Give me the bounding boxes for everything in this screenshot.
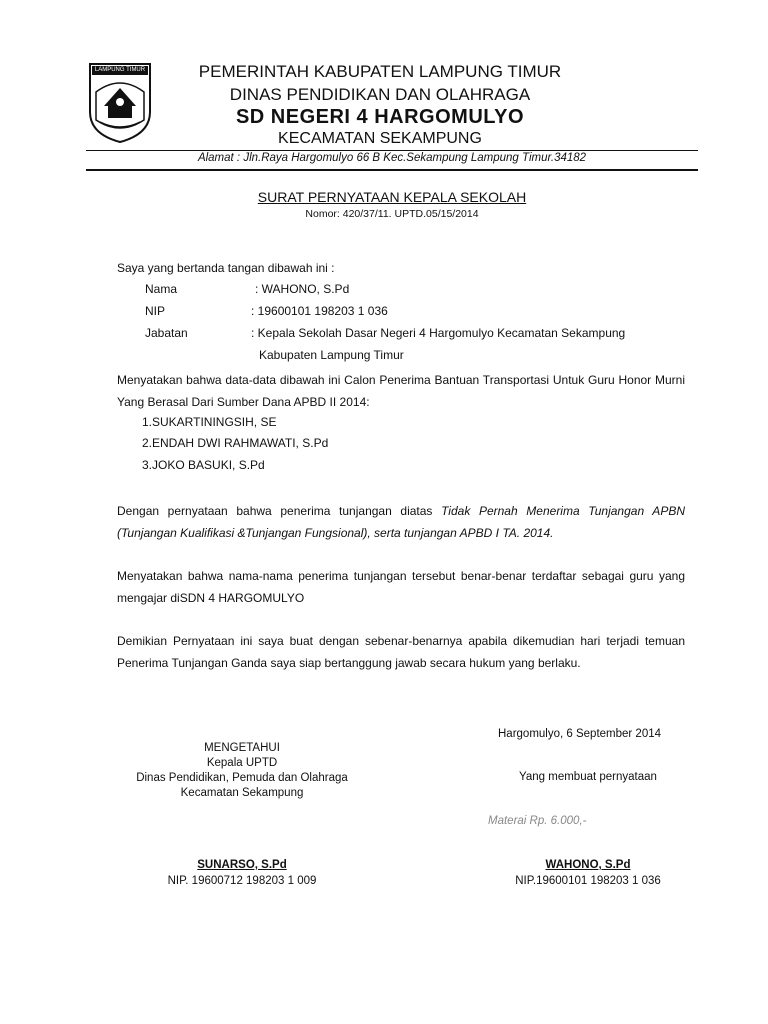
stamp-duty-note: Materai Rp. 6.000,- xyxy=(488,815,587,827)
place-date: Hargomulyo, 6 September 2014 xyxy=(498,728,662,740)
left-sig-line-2: Kepala UPTD xyxy=(206,757,278,769)
registration-paragraph: Menyatakan bahwa nama-nama penerima tunjangan tersebut benar-benar terdaftar sebagai guru yang mengajar diSDN 4 HARGOMULYO xyxy=(117,569,685,605)
left-sig-line-4: Kecamatan Sekampung xyxy=(180,787,304,799)
letterhead-rule-top xyxy=(86,150,698,151)
letterhead-government: PEMERINTAH KABUPATEN LAMPUNG TIMUR xyxy=(198,62,562,81)
letterhead-department: DINAS PENDIDIKAN DAN OLAHRAGA xyxy=(229,85,531,104)
right-signer-nip: NIP.19600101 198203 1 036 xyxy=(515,875,661,887)
document-number: Nomor: 420/37/11. UPTD.05/15/2014 xyxy=(305,208,479,220)
field-value-name: : WAHONO, S.Pd xyxy=(255,282,350,296)
letterhead-rule-bottom xyxy=(86,169,698,171)
allowance-text: Dengan pernyataan bahwa penerima tunjangan diatas xyxy=(117,504,442,518)
field-value-position: : Kepala Sekolah Dasar Negeri 4 Hargomulyo Kecamatan Sekampung xyxy=(251,326,626,340)
left-sig-line-1: MENGETAHUI xyxy=(204,742,280,754)
document-title: SURAT PERNYATAAN KEPALA SEKOLAH xyxy=(257,189,527,205)
field-value-position-cont: Kabupaten Lampung Timur xyxy=(259,348,404,362)
letterhead-school: SD NEGERI 4 HARGOMULYO xyxy=(235,106,525,128)
intro-text: Saya yang bertanda tangan dibawah ini : xyxy=(117,261,335,275)
statement-paragraph: Menyatakan bahwa data-data dibawah ini Calon Penerima Bantuan Transportasi Untuk Guru Honor Murni Yang Berasal Dari Sumber Dana APBD II 2014: xyxy=(117,373,685,409)
left-sig-line-3: Dinas Pendidikan, Pemuda dan Olahraga xyxy=(136,772,348,784)
right-sig-line-1: Yang membuat pernyataan xyxy=(519,771,657,783)
field-label-position: Jabatan xyxy=(145,326,188,340)
recipient-item-1: 1.SUKARTININGSIH, SE xyxy=(142,415,277,429)
left-signer-nip: NIP. 19600712 198203 1 009 xyxy=(167,875,317,887)
logo-label: LAMPUNG TIMUR xyxy=(94,67,146,73)
left-signer-name: SUNARSO, S.Pd xyxy=(197,859,287,871)
recipient-item-3: 3.JOKO BASUKI, S.Pd xyxy=(142,458,265,472)
letterhead-address: Alamat : Jln.Raya Hargomulyo 66 B Kec.Sekampung Lampung Timur.34182 xyxy=(197,152,587,164)
left-signature-block xyxy=(90,741,394,801)
regency-logo xyxy=(86,62,154,144)
field-label-nip: NIP xyxy=(145,304,166,318)
closing-paragraph: Demikian Pernyataan ini saya buat dengan sebenar-benarnya apabila dikemudian hari terjadi temuan Penerima Tunjangan Ganda saya siap bertanggung jawab secara hukum yang berlaku. xyxy=(117,634,685,670)
allowance-paragraph xyxy=(117,500,685,544)
recipient-item-2: 2.ENDAH DWI RAHMAWATI, S.Pd xyxy=(142,436,329,450)
field-value-nip: : 19600101 198203 1 036 xyxy=(251,304,388,318)
allowance-emphasis: Tidak Pernah Menerima Tunjangan APBN (Tunjangan Kualifikasi &Tunjangan Fungsional), serta tunjangan APBD I TA. 2014. xyxy=(117,504,685,540)
right-signer-name: WAHONO, S.Pd xyxy=(545,859,631,871)
field-label-name: Nama xyxy=(145,282,178,296)
letterhead-district: KECAMATAN SEKAMPUNG xyxy=(278,130,482,147)
